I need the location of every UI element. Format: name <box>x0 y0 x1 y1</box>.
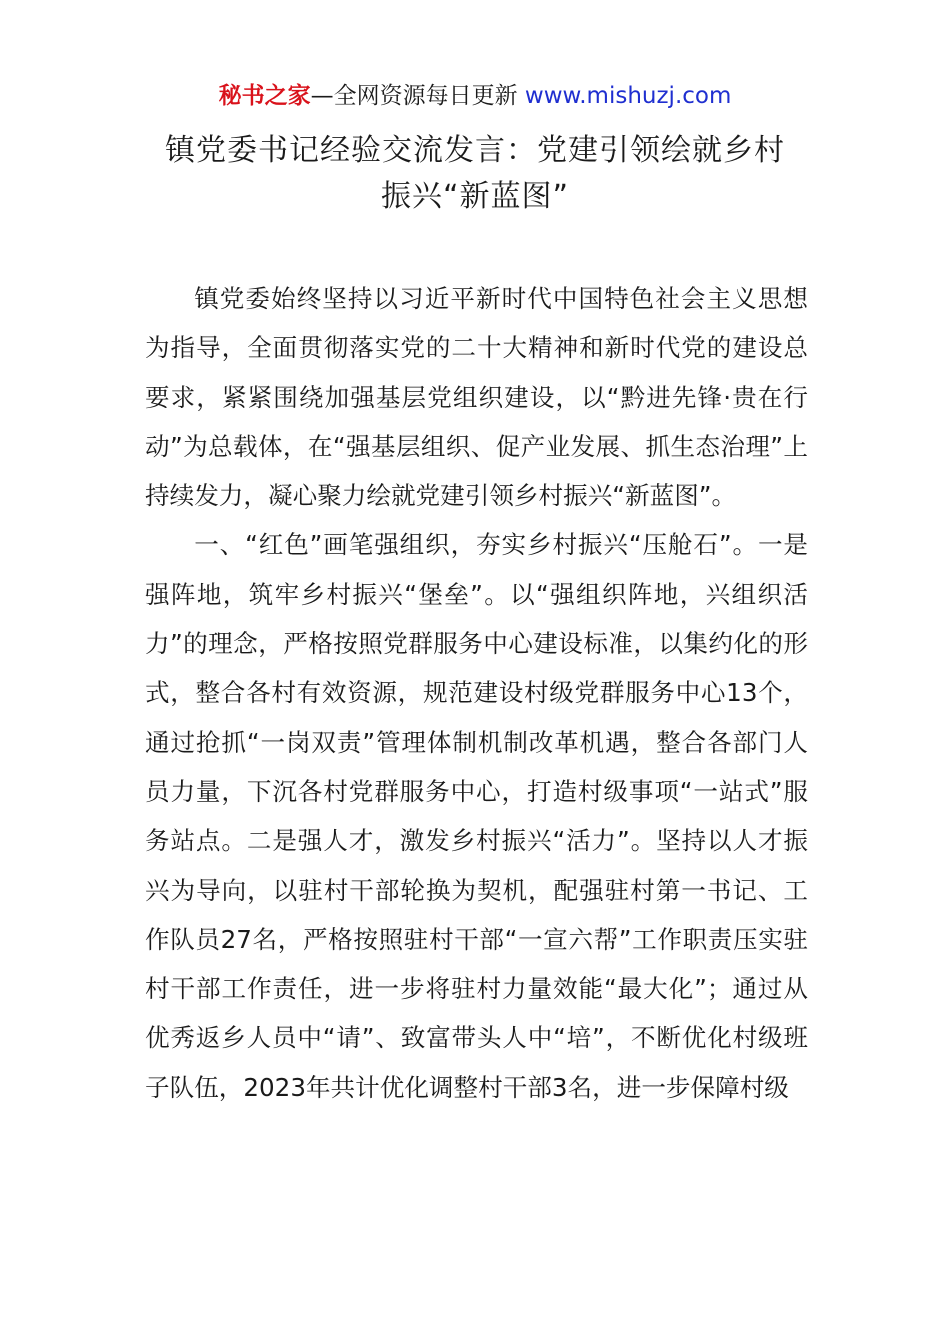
site-brand: 秘书之家 <box>218 83 311 109</box>
site-tagline: —全网资源每日更新 <box>310 83 525 109</box>
document-title-line-2: 振兴“新蓝图” <box>380 179 570 214</box>
document-body <box>145 274 808 1112</box>
document-title <box>120 128 830 220</box>
body-paragraph-intro: 镇党委始终坚持以习近平新时代中国特色社会主义思想为指导，全面贯彻落实党的二十大精神和新时代党的建设总要求，紧紧围绕加强基层党组织建设，以“黔进先锋·贵在行动”为总载体，在“强基层组织、促产业发展、抓生态治理”上持续发力，凝心聚力绘就党建引领乡村振兴“新蓝图”。 <box>145 284 808 511</box>
site-url-link[interactable]: www.mishuzj.com <box>524 83 732 109</box>
document-title-line-1: 镇党委书记经验交流发言：党建引领绘就乡村 <box>165 133 785 168</box>
body-paragraph-section-1: 一、“红色”画笔强组织，夯实乡村振兴“压舱石”。一是强阵地，筑牢乡村振兴“堡垒”。以“强组织阵地，兴组织活力”的理念，严格按照党群服务中心建设标准，以集约化的形式，整合各村有效资源，规范建设村级党群服务中心13个，通过抢抓“一岗双责”管理体制机制改革机遇，整合各部门人员力量，下沉各村党群服务中心，打造村级事项“一站式”服务站点。二是强人才，激发乡村振兴“活力”。坚持以人才振兴为导向，以驻村干部轮换为契机，配强驻村第一书记、工作队员27名，严格按照驻村干部“一宣六帮”工作职责压实驻村干部工作责任，进一步将驻村力量效能“最大化”；通过从优秀返乡人员中“请”、致富带头人中“培”，不断优化村级班子队伍，2023年共计优化调整村干部3名，进一步保障村级 <box>145 530 808 1102</box>
site-header <box>0 80 950 112</box>
